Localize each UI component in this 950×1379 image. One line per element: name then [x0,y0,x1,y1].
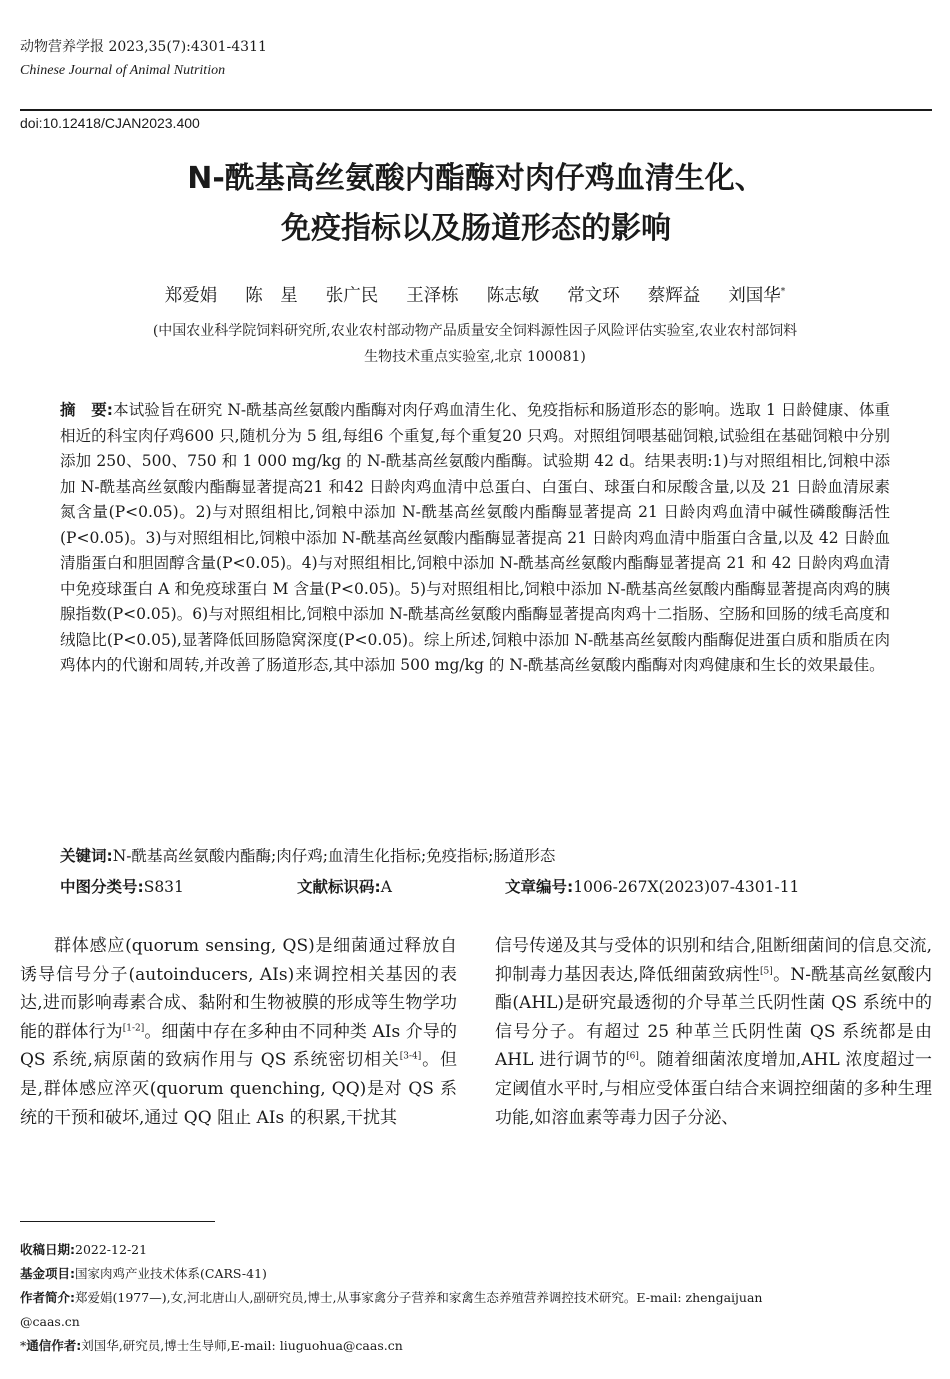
received-value: 2022-12-21 [75,1242,148,1257]
fund-label: 基金项目: [20,1266,75,1281]
doc-code-field [297,875,392,900]
body-column-right [495,932,932,1132]
footnote-author-bio-cont: @caas.cn [20,1314,80,1329]
keywords-text: N-酰基高丝氨酸内酯酶;肉仔鸡;血清生化指标;免疫指标;肠道形态 [112,847,556,865]
footnote-received [20,1241,932,1259]
bio-value: 郑爱娟(1977—),女,河北唐山人,副研究员,博士,从事家禽分子营养和家禽生态养殖营养调控技术研究。E-mail: zhengaijuan [75,1290,763,1305]
article-number-label: 文章编号: [505,878,574,896]
corresponding-mark: * [780,287,786,298]
clc-label: 中图分类号: [60,878,144,896]
header-rule [20,109,932,111]
author: 陈志敏 [486,286,540,306]
body-text: 。随着细菌浓度增加,AHL 浓度超过一定阈值水平时,与相应受体蛋白结合来调控细菌的多种生理功能,如溶血素等毒力因子分泌、 [495,1050,932,1128]
title-line-1: N-酰基高丝氨酸内酯酶对肉仔鸡血清生化、 [187,161,765,196]
footnote-rule [20,1221,215,1222]
author: 常文环 [567,286,620,306]
corr-value: 刘国华,研究员,博士生导师,E-mail: liuguohua@caas.cn [81,1338,403,1353]
author: 王泽栋 [406,286,459,306]
author: 郑爱娟 [164,286,218,306]
keywords-label: 关键词: [60,847,113,865]
corr-mark: * [20,1338,27,1353]
journal-name-cn: 动物营养学报 2023,35(7):4301-4311 [20,39,267,55]
body-text: 。但是,群体感应淬灭(quorum quenching, QQ)是对 QS 系统的干预和破坏,通过 QQ 阻止 AIs 的积累,干扰其 [20,1050,458,1128]
abstract-text: 本试验旨在研究 N-酰基高丝氨酸内酯酶对肉仔鸡血清生化、免疫指标和肠道形态的影响。选取 1 日龄健康、体重相近的科宝肉仔鸡600 只,随机分为 5 组,每组6 个重复,每个重复20 只鸡。对照组饲喂基础饲粮,试验组在基础饲粮中分别添加 250、500、750 和 1 000 mg/kg 的 N-酰基高丝氨酸内酯酶。试验期 42 d。结果表明:1)与对照组相比,饲粮中添加 N-酰基高丝氨酸内酯酶显著提高21 和42 日龄肉鸡血清中总蛋白、白蛋白、球蛋白和尿酸含量,以及 21 日龄血清尿素氮含量(P<0.05)。2)与对照组相比,饲粮中添加 N-酰基高丝氨酸内酯酶显著提高 21 日龄肉鸡血清中碱性磷酸酶活性(P<0.05)。3)与对照组相比,饲粮中添加 N-酰基高丝氨酸内酯酶显著提高 21 日龄肉鸡血清中脂蛋白含量,以及 42 日龄血清脂蛋白和胆固醇含量(P<0.05)。4)与对照组相比,饲粮中添加 N-酰基高丝氨酸内酯酶显著提高 21 和 42 日龄肉鸡血清中免疫球蛋白 A 和免疫球蛋白 M 含量(P<0.05)。5)与对照组相比,饲粮中添加 N-酰基高丝氨酸内酯酶显著提高肉鸡的胰腺指数(P<0.05)。6)与对照组相比,饲粮中添加 N-酰基高丝氨酸内酯酶显著提高肉鸡十二指肠、空肠和回肠的绒毛高度和绒隐比(P<0.05),显著降低回肠隐窝深度(P<0.05)。综上所述,饲粮中添加 N-酰基高丝氨酸内酯酶促进蛋白质和脂质在肉鸡体内的代谢和周转,并改善了肠道形态,其中添加 500 mg/kg 的 N-酰基高丝氨酸内酯酶对肉鸡健康和生长的效果最佳。 [60,401,890,674]
author-list [0,284,950,308]
citation: [1-2] [122,1023,145,1034]
affiliation [60,318,890,370]
doc-code-value: A [380,878,392,896]
author: 刘国华 [728,286,781,306]
bio-label: 作者简介: [20,1290,75,1305]
received-label: 收稿日期: [20,1242,75,1257]
citation: [5] [760,965,773,976]
article-number-field [505,875,799,900]
title-line-2: 免疫指标以及肠道形态的影响 [281,211,671,246]
keywords [60,844,890,869]
citation: [3-4] [399,1051,422,1062]
abstract [60,398,890,679]
body-text: 群体感应(quorum sensing, QS)是细菌通过释放自诱导信号分子(autoinducers, AIs)来调控相关基因的表达,进而影响毒素合成、黏附和生物被膜的形成等生物学功能的群体行为 [20,936,457,1042]
paper-title [20,154,932,254]
journal-name-en: Chinese Journal of Animal Nutrition [20,63,226,78]
footnote-author-bio [20,1289,932,1307]
body-text: 信号传递及其与受体的识别和结合,阻断细菌间的信息交流,抑制毒力基因表达,降低细菌致病性 [495,936,932,985]
author: 张广民 [325,286,379,306]
body-text: 。细菌中存在多种由不同种类 AIs 介导的 QS 系统,病原菌的致病作用与 QS 系统密切相关 [20,1021,458,1071]
citation: [6] [626,1051,639,1062]
footnote-corresponding [20,1337,932,1355]
affiliation-line-1: (中国农业科学院饲料研究所,农业农村部动物产品质量安全饲料源性因子风险评估实验室,农业农村部饲料 [152,323,798,339]
author: 陈 星 [245,286,298,306]
author: 蔡辉益 [647,286,701,306]
fund-value: 国家肉鸡产业技术体系(CARS-41) [75,1266,267,1281]
author-corresponding [728,286,785,306]
doc-code-label: 文献标识码: [297,878,381,896]
affiliation-line-2: 生物技术重点实验室,北京 100081) [364,349,586,365]
footnote-fund [20,1265,932,1283]
clc-field [60,875,184,900]
clc-value: S831 [143,878,184,896]
abstract-label: 摘 要: [60,401,113,419]
corr-label: 通信作者: [26,1338,82,1353]
body-column-left [20,932,457,1132]
article-number-value: 1006-267X(2023)07-4301-11 [573,878,800,896]
doi: doi:10.12418/CJAN2023.400 [20,115,200,131]
body-text: 。N-酰基高丝氨酸内酯(AHL)是研究最透彻的介导革兰氏阴性菌 QS 系统中的信号分子。有超过 25 种革兰氏阴性菌 QS 系统都是由 AHL 进行调节的 [495,964,932,1071]
